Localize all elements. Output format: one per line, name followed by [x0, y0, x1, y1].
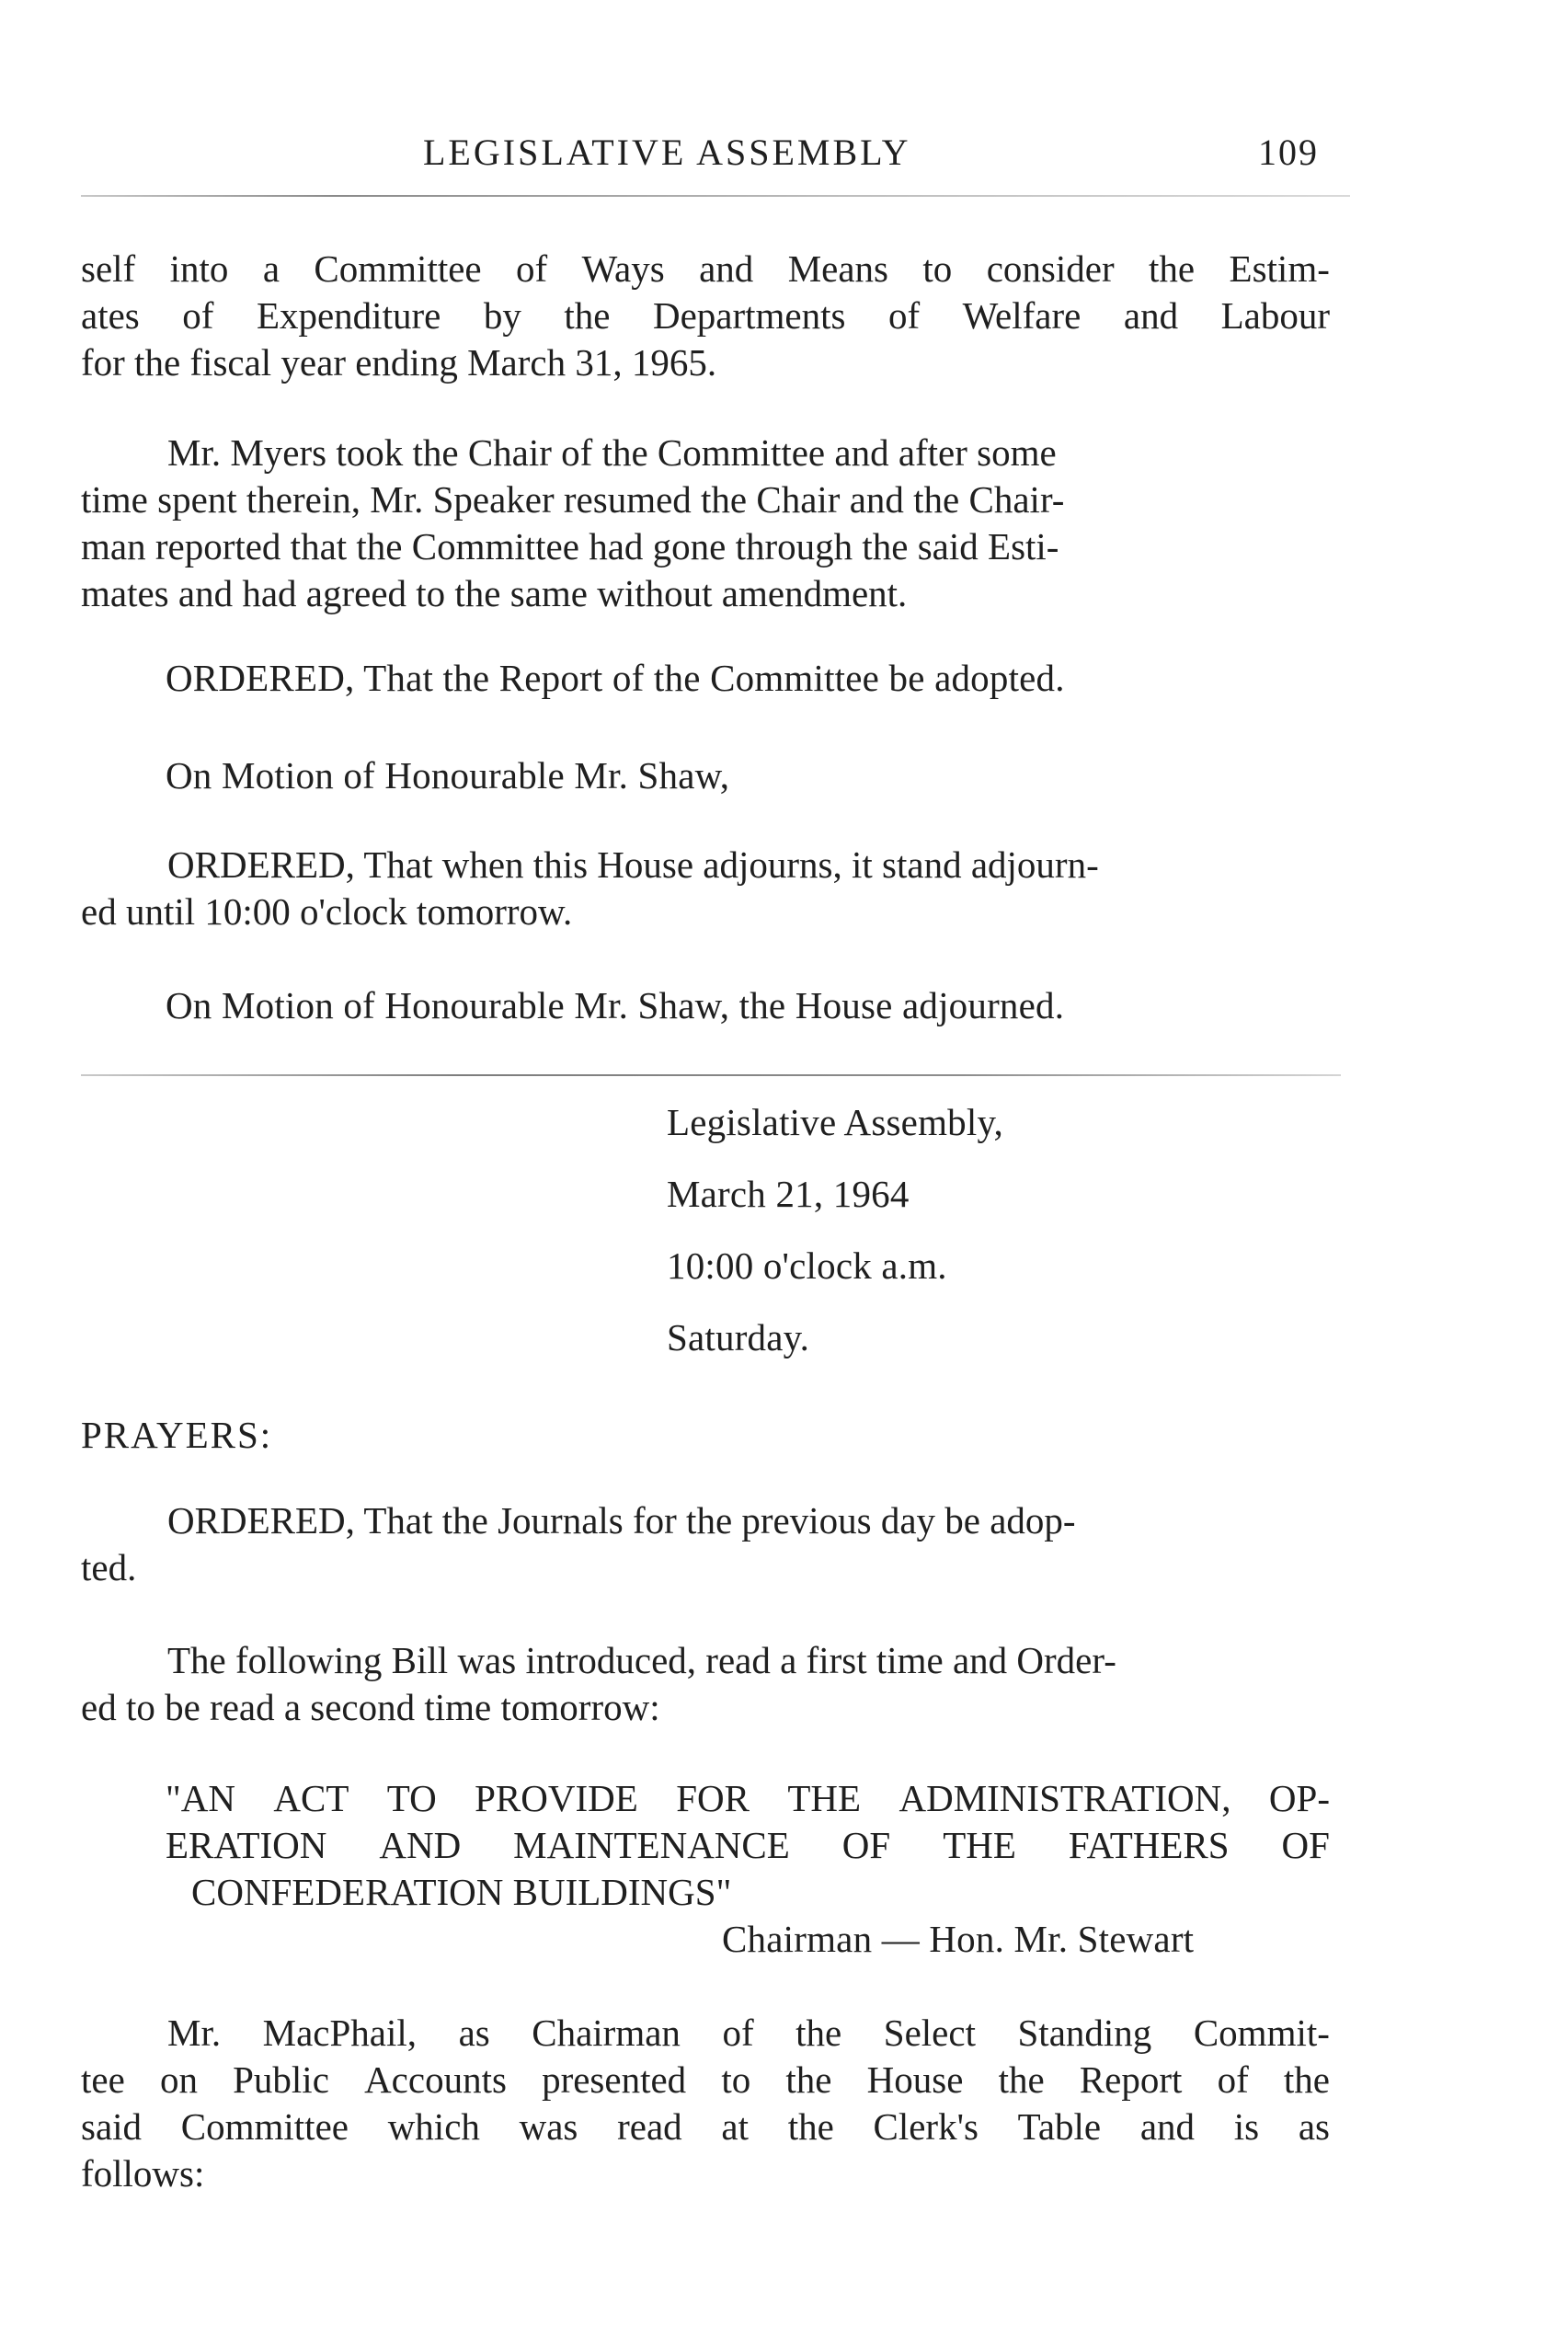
text-line: Mr. Myers took the Chair of the Committee and after some — [167, 431, 1057, 474]
text-line: ERATION AND MAINTENANCE OF THE FATHERS OF — [166, 1824, 1330, 1866]
bill-sponsor: Chairman — Hon. Mr. Stewart — [722, 1918, 1195, 1960]
text-line: The following Bill was introduced, read a first time and Order- — [167, 1639, 1116, 1681]
dateline-date: March 21, 1964 — [667, 1173, 910, 1215]
paragraph-ordered-adjourn — [81, 842, 1330, 935]
text-line: follows: — [81, 2152, 205, 2195]
paragraph-committee-report — [81, 430, 1330, 617]
prayers-heading: PRAYERS: — [81, 1414, 273, 1456]
text-line: ed until 10:00 o'clock tomorrow. — [81, 890, 573, 933]
text-line: CONFEDERATION BUILDINGS" — [191, 1871, 732, 1913]
text-line: ORDERED, That the Journals for the previous day be adop- — [167, 1499, 1076, 1542]
paragraph-public-accounts — [81, 2010, 1330, 2197]
text-line: said Committee which was read at the Clerk's Table and is as — [81, 2105, 1330, 2148]
text-line: self into a Committee of Ways and Means to consider the Estim- — [81, 247, 1330, 290]
text-line: for the fiscal year ending March 31, 1965. — [81, 341, 717, 384]
running-header-title: LEGISLATIVE ASSEMBLY — [423, 132, 911, 173]
dateline-time: 10:00 o'clock a.m. — [667, 1244, 947, 1287]
dateline-day: Saturday. — [667, 1316, 810, 1358]
paragraph-ways-and-means — [81, 246, 1330, 386]
section-divider — [81, 1074, 1341, 1076]
paragraph-bill-introduced — [81, 1637, 1330, 1731]
motion-shaw: On Motion of Honourable Mr. Shaw, — [166, 754, 730, 797]
text-line: mates and had agreed to the same without amendment. — [81, 572, 908, 614]
text-line: Mr. MacPhail, as Chairman of the Select Standing Commit- — [167, 2012, 1330, 2054]
text-line: ates of Expenditure by the Departments of Welfare and Labour — [81, 294, 1330, 337]
text-line: time spent therein, Mr. Speaker resumed the Chair and the Chair- — [81, 478, 1065, 521]
paragraph-journals-adopted — [81, 1497, 1330, 1591]
page-number: 109 — [1258, 132, 1319, 173]
motion-house-adjourned: On Motion of Honourable Mr. Shaw, the House adjourned. — [166, 984, 1065, 1026]
bill-title — [166, 1775, 1330, 1916]
text-line: man reported that the Committee had gone through the said Esti- — [81, 525, 1059, 567]
text-line: ted. — [81, 1546, 137, 1588]
text-line: ORDERED, That when this House adjourns, it stand adjourn- — [167, 843, 1099, 886]
text-line: tee on Public Accounts presented to the House the Report of the — [81, 2058, 1330, 2101]
ordered-report-adopted: ORDERED, That the Report of the Committee be adopted. — [166, 657, 1065, 699]
header-rule — [81, 195, 1350, 197]
dateline-assembly: Legislative Assembly, — [667, 1101, 1003, 1143]
text-line: ed to be read a second time tomorrow: — [81, 1686, 660, 1728]
text-line: "AN ACT TO PROVIDE FOR THE ADMINISTRATION, OP- — [166, 1777, 1330, 1819]
